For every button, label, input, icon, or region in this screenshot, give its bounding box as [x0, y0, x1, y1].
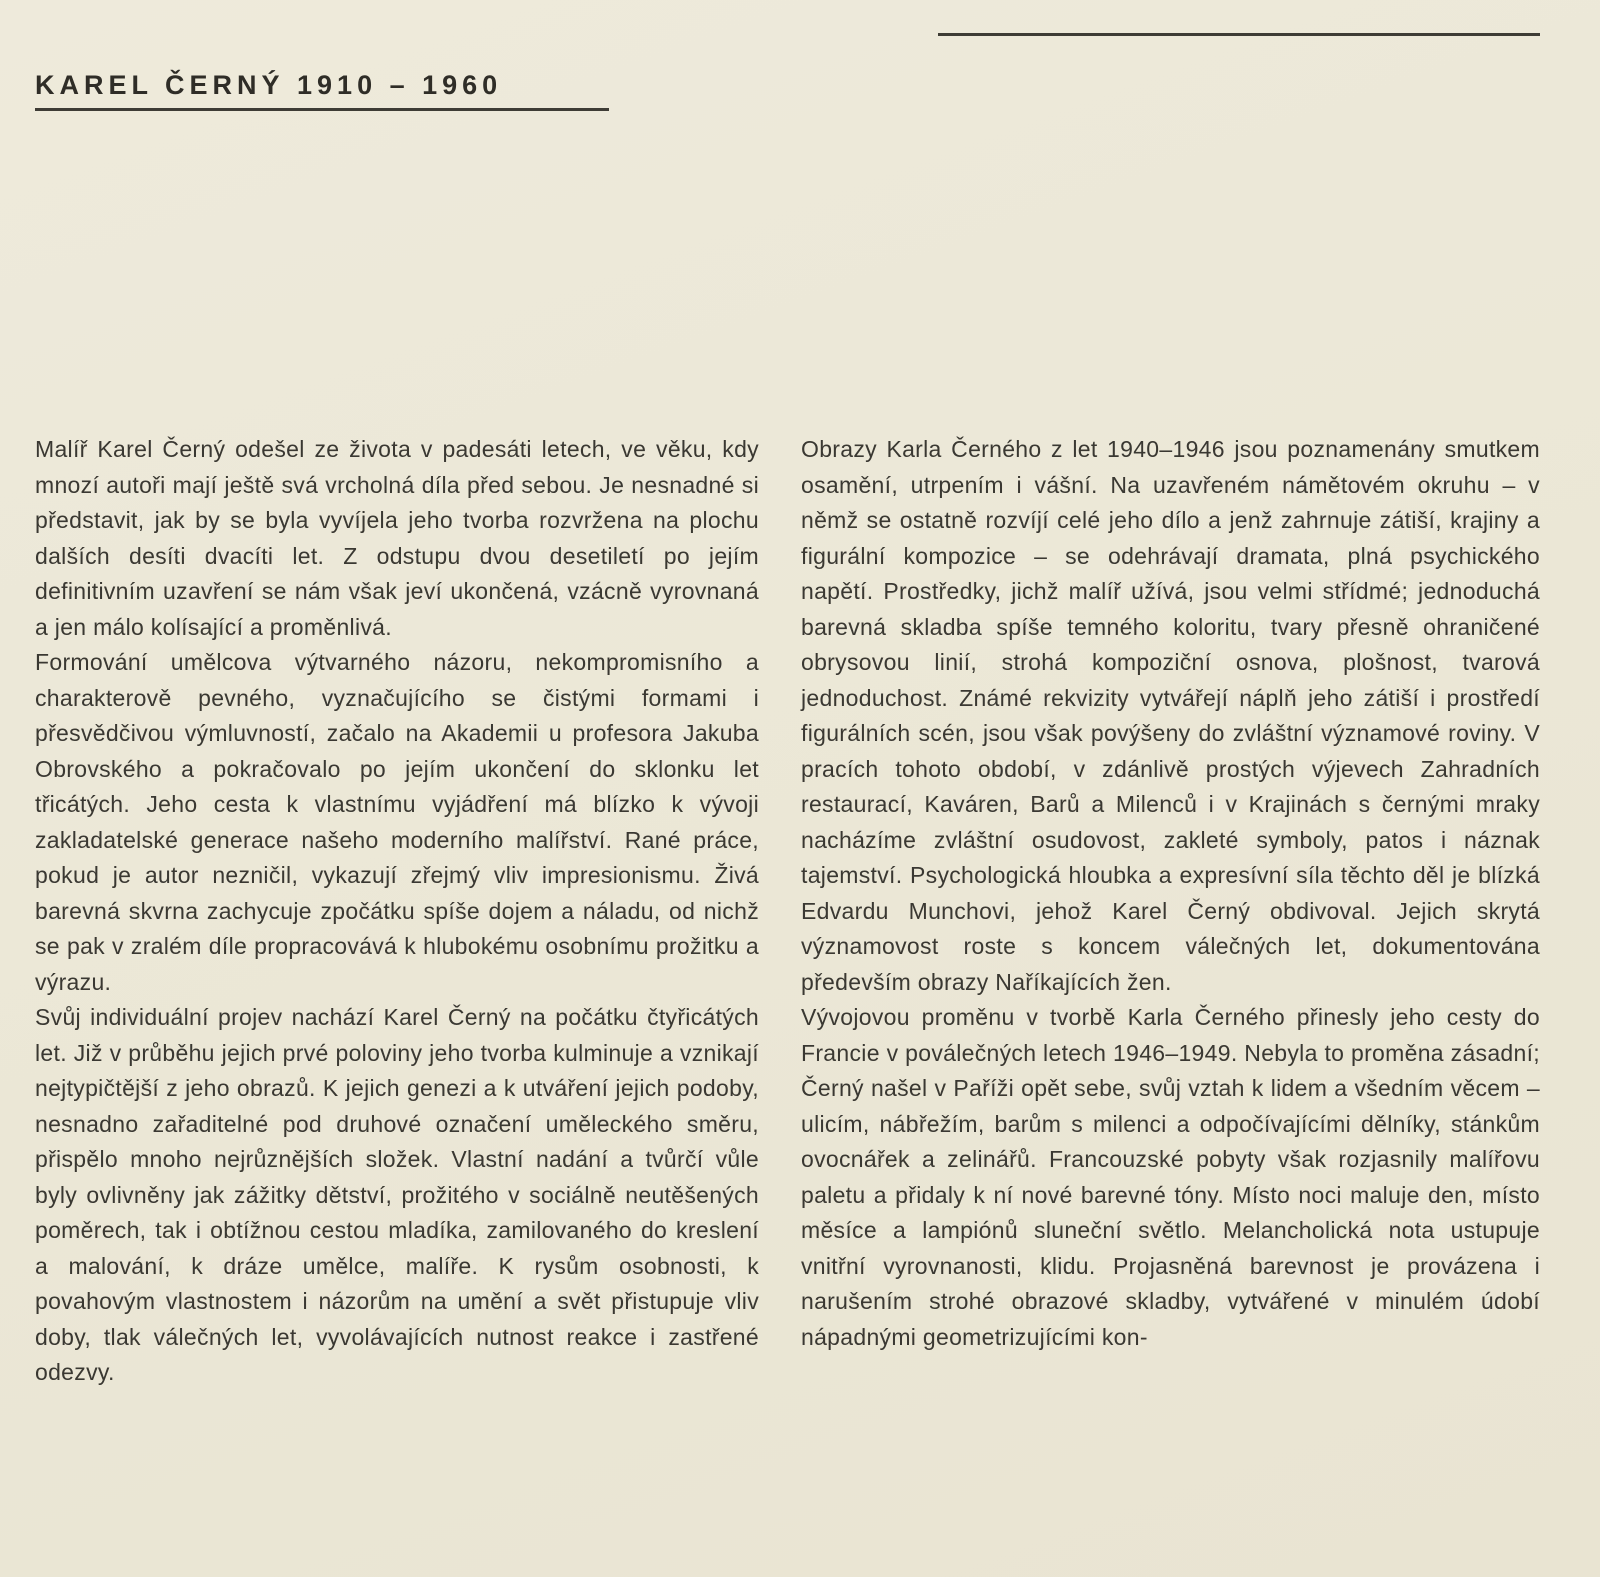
right-text-column: [801, 432, 1540, 1355]
title-underline-rule: [35, 108, 609, 111]
paragraph: Vývojovou proměnu v tvorbě Karla Černého přinesly jeho cesty do Francie v poválečných letech 1946–1949. Nebyla to proměna zásadní; Černý našel v Paříži opět sebe, svůj vztah k lidem a všedním věcem – ulicím, nábřežím, barům s milenci a odpočívajícími dělníky, stánkům ovocnářek a zelinářů. Francouzské pobyty však rozjasnily malířovu paletu a přidaly k ní nové barevné tóny. Místo noci maluje den, místo měsíce a lampiónů sluneční světlo. Melancholická nota ustupuje vnitřní vyrovnanosti, klidu. Projasněná barevnost je provázena i narušením strohé obrazové skladby, vytvářené v minulém údobí nápadnými geometrizujícími kon-: [801, 1004, 1540, 1350]
paragraph: Malíř Karel Černý odešel ze života v padesáti letech, ve věku, kdy mnozí autoři mají ještě svá vrcholná díla před sebou. Je nesnadné si představit, jak by se byla vyvíjela jeho tvorba rozvržena na plochu dalších desíti dvacíti let. Z odstupu dvou desetiletí po jejím definitivním uzavření se nám však jeví ukončená, vzácně vyrovnaná a jen málo kolísající a proměnlivá.: [35, 436, 759, 640]
paragraph: Formování umělcova výtvarného názoru, nekompromisního a charakterově pevného, vyznačujícího se čistými formami i přesvědčivou výmluvností, začalo na Akademii u profesora Jakuba Obrovského a pokračovalo po jejím ukončení do sklonku let třicátých. Jeho cesta k vlastnímu vyjádření má blízko k vývoji zakladatelské generace našeho moderního malířství. Rané práce, pokud je autor nezničil, vykazují zřejmý vliv impresionismu. Živá barevná skvrna zachycuje zpočátku spíše dojem a náladu, od nichž se pak v zralém díle propracovává k hlubokému osobnímu prožitku a výrazu.: [35, 649, 759, 995]
page-title: KAREL ČERNÝ 1910 – 1960: [35, 70, 503, 101]
top-right-rule: [938, 33, 1540, 36]
left-text-column: [35, 432, 759, 1391]
paragraph: Svůj individuální projev nachází Karel Černý na počátku čtyřicátých let. Již v průběhu jejich prvé poloviny jeho tvorba kulminuje a vznikají nejtypičtější z jeho obrazů. K jejich genezi a k utváření jejich podoby, nesnadno zařaditelné pod druhové označení uměleckého směru, přispělo mnoho nejrůznějších složek. Vlastní nadání a tvůrčí vůle byly ovlivněny jak zážitky dětství, prožitého v sociálně neutěšených poměrech, tak i obtížnou cestou mladíka, zamilovaného do kreslení a malování, k dráze umělce, malíře. K rysům osobnosti, k povahovým vlastnostem i názorům na umění a svět přistupuje vliv doby, tlak válečných let, vyvolávajících nutnost reakce i zastřené odezvy.: [35, 1004, 759, 1385]
paragraph: Obrazy Karla Černého z let 1940–1946 jsou poznamenány smutkem osamění, utrpením i vášní. Na uzavřeném námětovém okruhu – v němž se ostatně rozvíjí celé jeho dílo a jenž zahrnuje zátiší, krajiny a figurální kompozice – se odehrávají dramata, plná psychického napětí. Prostředky, jichž malíř užívá, jsou velmi střídmé; jednoduchá barevná skladba spíše temného koloritu, tvary přesně ohraničené obrysovou linií, strohá kompoziční osnova, plošnost, tvarová jednoduchost. Známé rekvizity vytvářejí náplň jeho zátiší i prostředí figurálních scén, jsou však povýšeny do zvláštní významové roviny. V pracích tohoto období, v zdánlivě prostých výjevech Zahradních restaurací, Kaváren, Barů a Milenců i v Krajinách s černými mraky nacházíme zvláštní osudovost, zakleté symboly, patos i náznak tajemství. Psychologická hloubka a expresívní síla těchto děl je blízká Edvardu Munchovi, jehož Karel Černý obdivoval. Jejich skrytá významovost roste s koncem válečných let, dokumentována především obrazy Naříkajících žen.: [801, 436, 1540, 995]
